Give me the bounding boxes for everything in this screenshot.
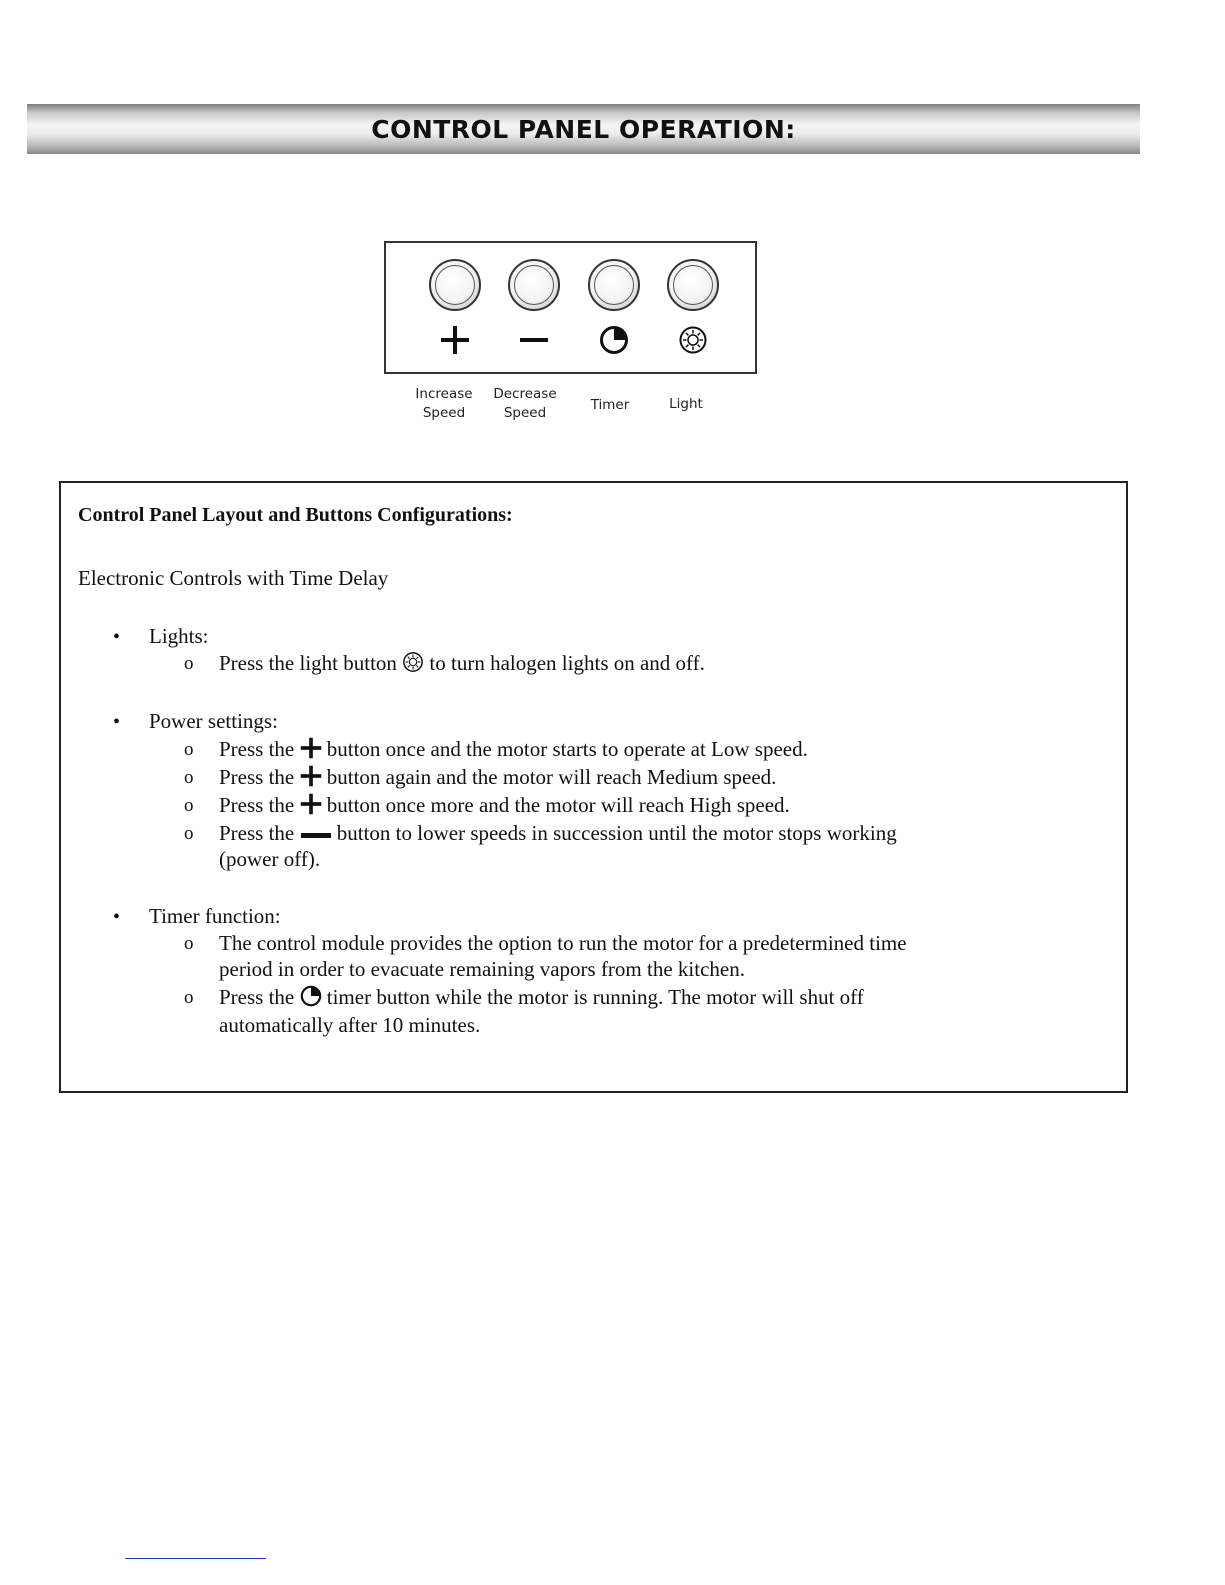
plus-icon [440, 325, 470, 355]
section-title-timer: Timer function: [149, 904, 281, 928]
list-item-continuation: automatically after 10 minutes. [219, 1013, 481, 1037]
section-title-power: Power settings: [149, 709, 278, 733]
sub-bullet-marker: o [184, 823, 194, 844]
configuration-box [59, 481, 1128, 1093]
list-item: Press the timer button while the motor is running. The motor will shut off [219, 985, 864, 1009]
list-item-continuation: period in order to evacuate remaining vapors from the kitchen. [219, 957, 745, 981]
light-icon [402, 651, 424, 673]
list-item: Press the button once more and the motor will reach High speed. [219, 793, 790, 817]
list-item: Press the light button to turn halogen lights on and off. [219, 651, 705, 675]
sub-bullet-marker: o [184, 795, 194, 816]
timer-knob [588, 259, 640, 311]
plus-icon [300, 737, 322, 759]
light-label: Light [669, 396, 703, 412]
light-knob [667, 259, 719, 311]
decrease-speed-knob [508, 259, 560, 311]
timer-icon [599, 325, 629, 355]
sub-bullet-marker: o [184, 739, 194, 760]
bullet-marker: • [113, 711, 121, 733]
config-heading: Control Panel Layout and Buttons Configurations: [78, 504, 513, 526]
page-title: CONTROL PANEL OPERATION: [371, 114, 796, 144]
section-title-lights: Lights: [149, 624, 209, 648]
control-panel-diagram [384, 241, 757, 374]
footer-link-underline [125, 1558, 266, 1559]
list-item: Press the button again and the motor will reach Medium speed. [219, 765, 777, 789]
list-item: Press the button to lower speeds in succession until the motor stops working [219, 821, 897, 845]
timer-label: Timer [590, 397, 630, 413]
plus-icon [300, 765, 322, 787]
decrease-speed-label: Decrease Speed [493, 386, 557, 421]
increase-speed-knob [429, 259, 481, 311]
plus-icon [300, 793, 322, 815]
section-header-bar [27, 104, 1140, 154]
sub-bullet-marker: o [184, 767, 194, 788]
increase-speed-label: Increase Speed [415, 386, 473, 421]
bullet-marker: • [113, 626, 121, 648]
list-item-continuation: (power off). [219, 847, 321, 871]
sub-bullet-marker: o [184, 987, 194, 1008]
config-subtitle: Electronic Controls with Time Delay [78, 566, 389, 590]
light-icon [678, 325, 708, 355]
list-item: Press the button once and the motor starts to operate at Low speed. [219, 737, 808, 761]
minus-icon [519, 325, 549, 355]
timer-icon [300, 985, 322, 1007]
list-item: The control module provides the option to run the motor for a predetermined time [219, 931, 907, 955]
minus-icon [300, 821, 332, 843]
sub-bullet-marker: o [184, 653, 194, 674]
bullet-marker: • [113, 906, 121, 928]
sub-bullet-marker: o [184, 933, 194, 954]
